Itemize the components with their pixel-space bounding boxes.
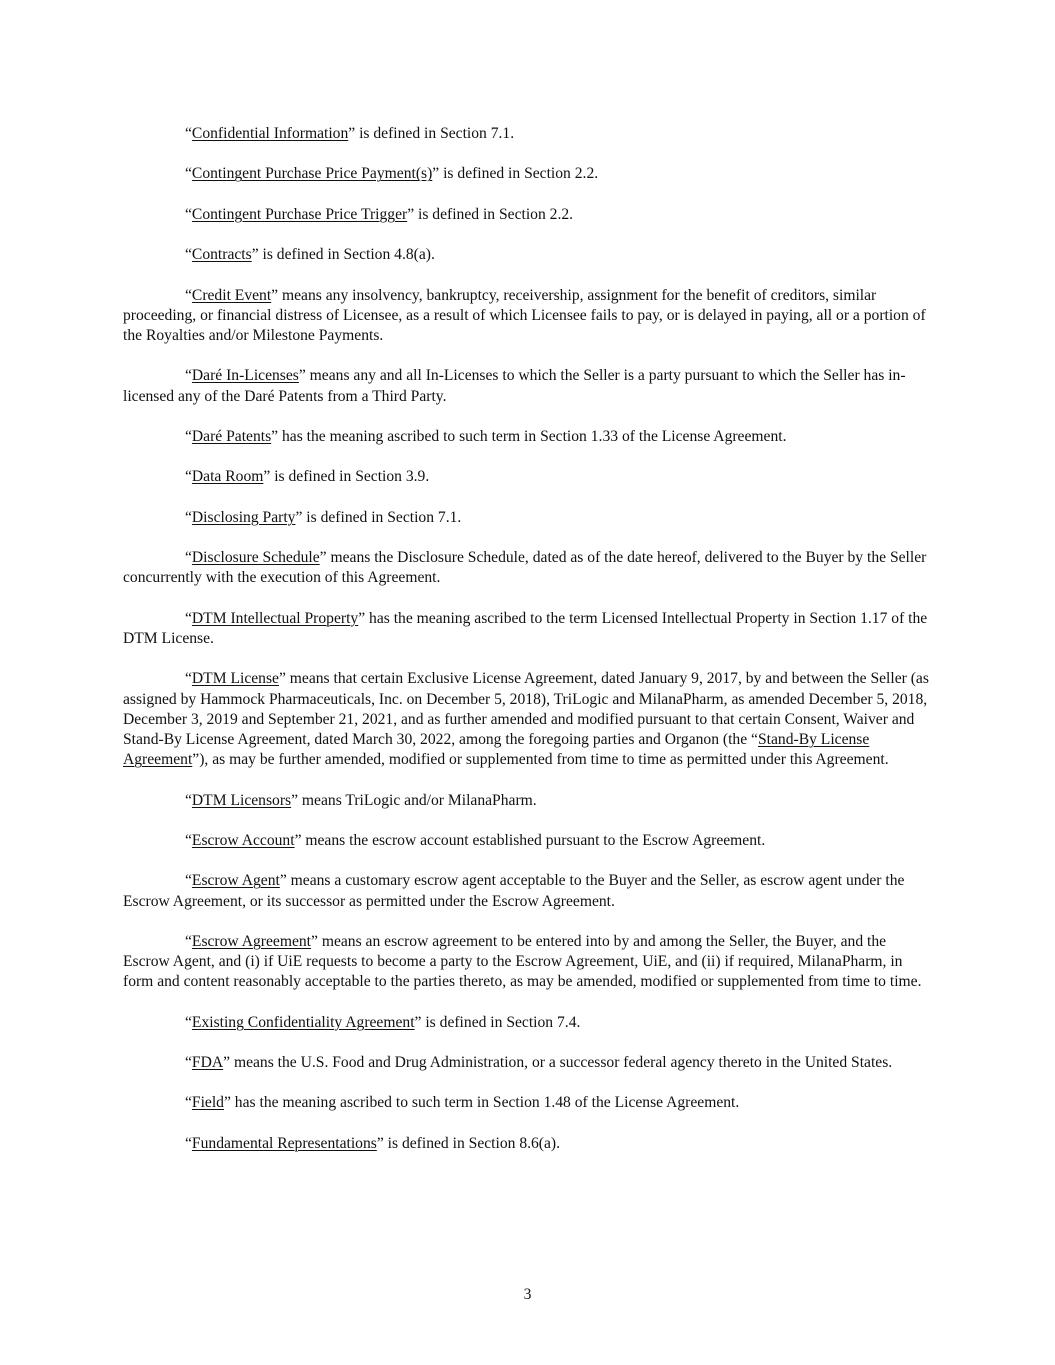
definition-existing-confidentiality-agreement: “Existing Confidentiality Agreement” is defined in Section 7.4. bbox=[185, 1013, 581, 1031]
defined-term: DTM License bbox=[191, 670, 279, 688]
definition-data-room: “Data Room” is defined in Section 3.9. bbox=[185, 468, 430, 486]
definition-dare-in-licenses: “Daré In-Licenses” means any and all In-Licenses to which the Seller is a party pursuant to which the Seller has in-licensed any of the Daré Patents from a Third Party. bbox=[123, 367, 906, 405]
defined-term: Contracts bbox=[191, 246, 252, 264]
defined-term: Fundamental Representations bbox=[191, 1134, 377, 1152]
defined-term: Escrow Account bbox=[191, 831, 295, 849]
definition-escrow-agent: “Escrow Agent” means a customary escrow agent acceptable to the Buyer and the Seller, as escrow agent under the Escrow Agreement, or its successor as permitted under the Escrow Agreement. bbox=[123, 872, 905, 910]
definition-escrow-agreement: “Escrow Agreement” means an escrow agreement to be entered into by and among the Seller, the Buyer, and the Escrow Agent, and (i) if UiE requests to become a party to the Escrow Agreement, UiE, and (ii) if required, MilanaPharm, in form and content reasonably acceptable to the parties thereto, as may be amended, modified or supplemented from time to time. bbox=[123, 932, 922, 991]
page-number: 3 bbox=[523, 1286, 532, 1303]
defined-term: Escrow Agent bbox=[191, 872, 280, 890]
defined-term: Escrow Agreement bbox=[191, 932, 311, 950]
defined-term: Disclosing Party bbox=[191, 508, 296, 526]
defined-term: DTM Licensors bbox=[191, 791, 292, 809]
definition-escrow-account: “Escrow Account” means the escrow account established pursuant to the Escrow Agreement. bbox=[185, 831, 766, 849]
document-body bbox=[123, 124, 931, 1174]
definition-dtm-intellectual-property: “DTM Intellectual Property” has the meaning ascribed to the term Licensed Intellectual Property in Section 1.17 of the DTM License. bbox=[123, 609, 928, 647]
definition-field: “Field” has the meaning ascribed to such term in Section 1.48 of the License Agreement. bbox=[185, 1094, 740, 1112]
defined-term: Existing Confidentiality Agreement bbox=[191, 1013, 415, 1031]
defined-term: DTM Intellectual Property bbox=[191, 609, 359, 627]
defined-term: Credit Event bbox=[191, 286, 272, 304]
defined-term: Confidential Information bbox=[191, 125, 349, 142]
defined-term: Disclosure Schedule bbox=[191, 549, 320, 567]
definition-disclosing-party: “Disclosing Party” is defined in Section 7.1. bbox=[185, 508, 462, 526]
defined-term: Contingent Purchase Price Payment(s) bbox=[191, 165, 433, 183]
defined-term: Data Room bbox=[191, 468, 264, 486]
definition-dare-patents: “Daré Patents” has the meaning ascribed to such term in Section 1.33 of the License Agreement. bbox=[185, 427, 787, 445]
defined-term: FDA bbox=[191, 1054, 224, 1072]
defined-term: Field bbox=[191, 1094, 224, 1112]
definition-disclosure-schedule: “Disclosure Schedule” means the Disclosure Schedule, dated as of the date hereof, delivered to the Buyer by the Seller concurrently with the execution of this Agreement. bbox=[123, 549, 927, 587]
defined-term: Daré In-Licenses bbox=[191, 367, 299, 385]
defined-term: Contingent Purchase Price Trigger bbox=[191, 205, 408, 223]
definition-dtm-license: “DTM License” means that certain Exclusive License Agreement, dated January 9, 2017, by and between the Seller (as assigned by Hammock Pharmaceuticals, Inc. on December 5, 2018), TriLogic and MilanaPharm, as amended December 5, 2018, December 3, 2019 and September 21, 2021, and as further amended and modified pursuant to that certain Consent, Waiver and Stand-By License Agreement, dated March 30, 2022, among the foregoing parties and Organon (the “Stand-By License Agreement”), as may be further amended, modified or supplemented from time to time as permitted under this Agreement. bbox=[123, 670, 929, 769]
definition-confidential-information: “Confidential Information” is defined in Section 7.1. bbox=[185, 125, 515, 142]
definition-credit-event: “Credit Event” means any insolvency, bankruptcy, receivership, assignment for the benefit of creditors, similar proceeding, or financial distress of Licensee, as a result of which Licensee fails to pay, or is delayed in paying, all or a portion of the Royalties and/or Milestone Payments. bbox=[123, 286, 926, 344]
definition-fda: “FDA” means the U.S. Food and Drug Administration, or a successor federal agency thereto in the United States. bbox=[185, 1054, 893, 1072]
defined-term: Daré Patents bbox=[191, 427, 272, 445]
definition-fundamental-representations: “Fundamental Representations” is defined in Section 8.6(a). bbox=[185, 1134, 561, 1152]
definition-dtm-licensors: “DTM Licensors” means TriLogic and/or MilanaPharm. bbox=[185, 791, 537, 809]
definition-contracts: “Contracts” is defined in Section 4.8(a). bbox=[185, 246, 435, 264]
defined-term-inline: Stand-By License Agreement bbox=[123, 730, 870, 769]
definition-contingent-purchase-price-trigger: “Contingent Purchase Price Trigger” is defined in Section 2.2. bbox=[185, 205, 574, 223]
definition-contingent-purchase-price-payments: “Contingent Purchase Price Payment(s)” is defined in Section 2.2. bbox=[185, 165, 599, 183]
